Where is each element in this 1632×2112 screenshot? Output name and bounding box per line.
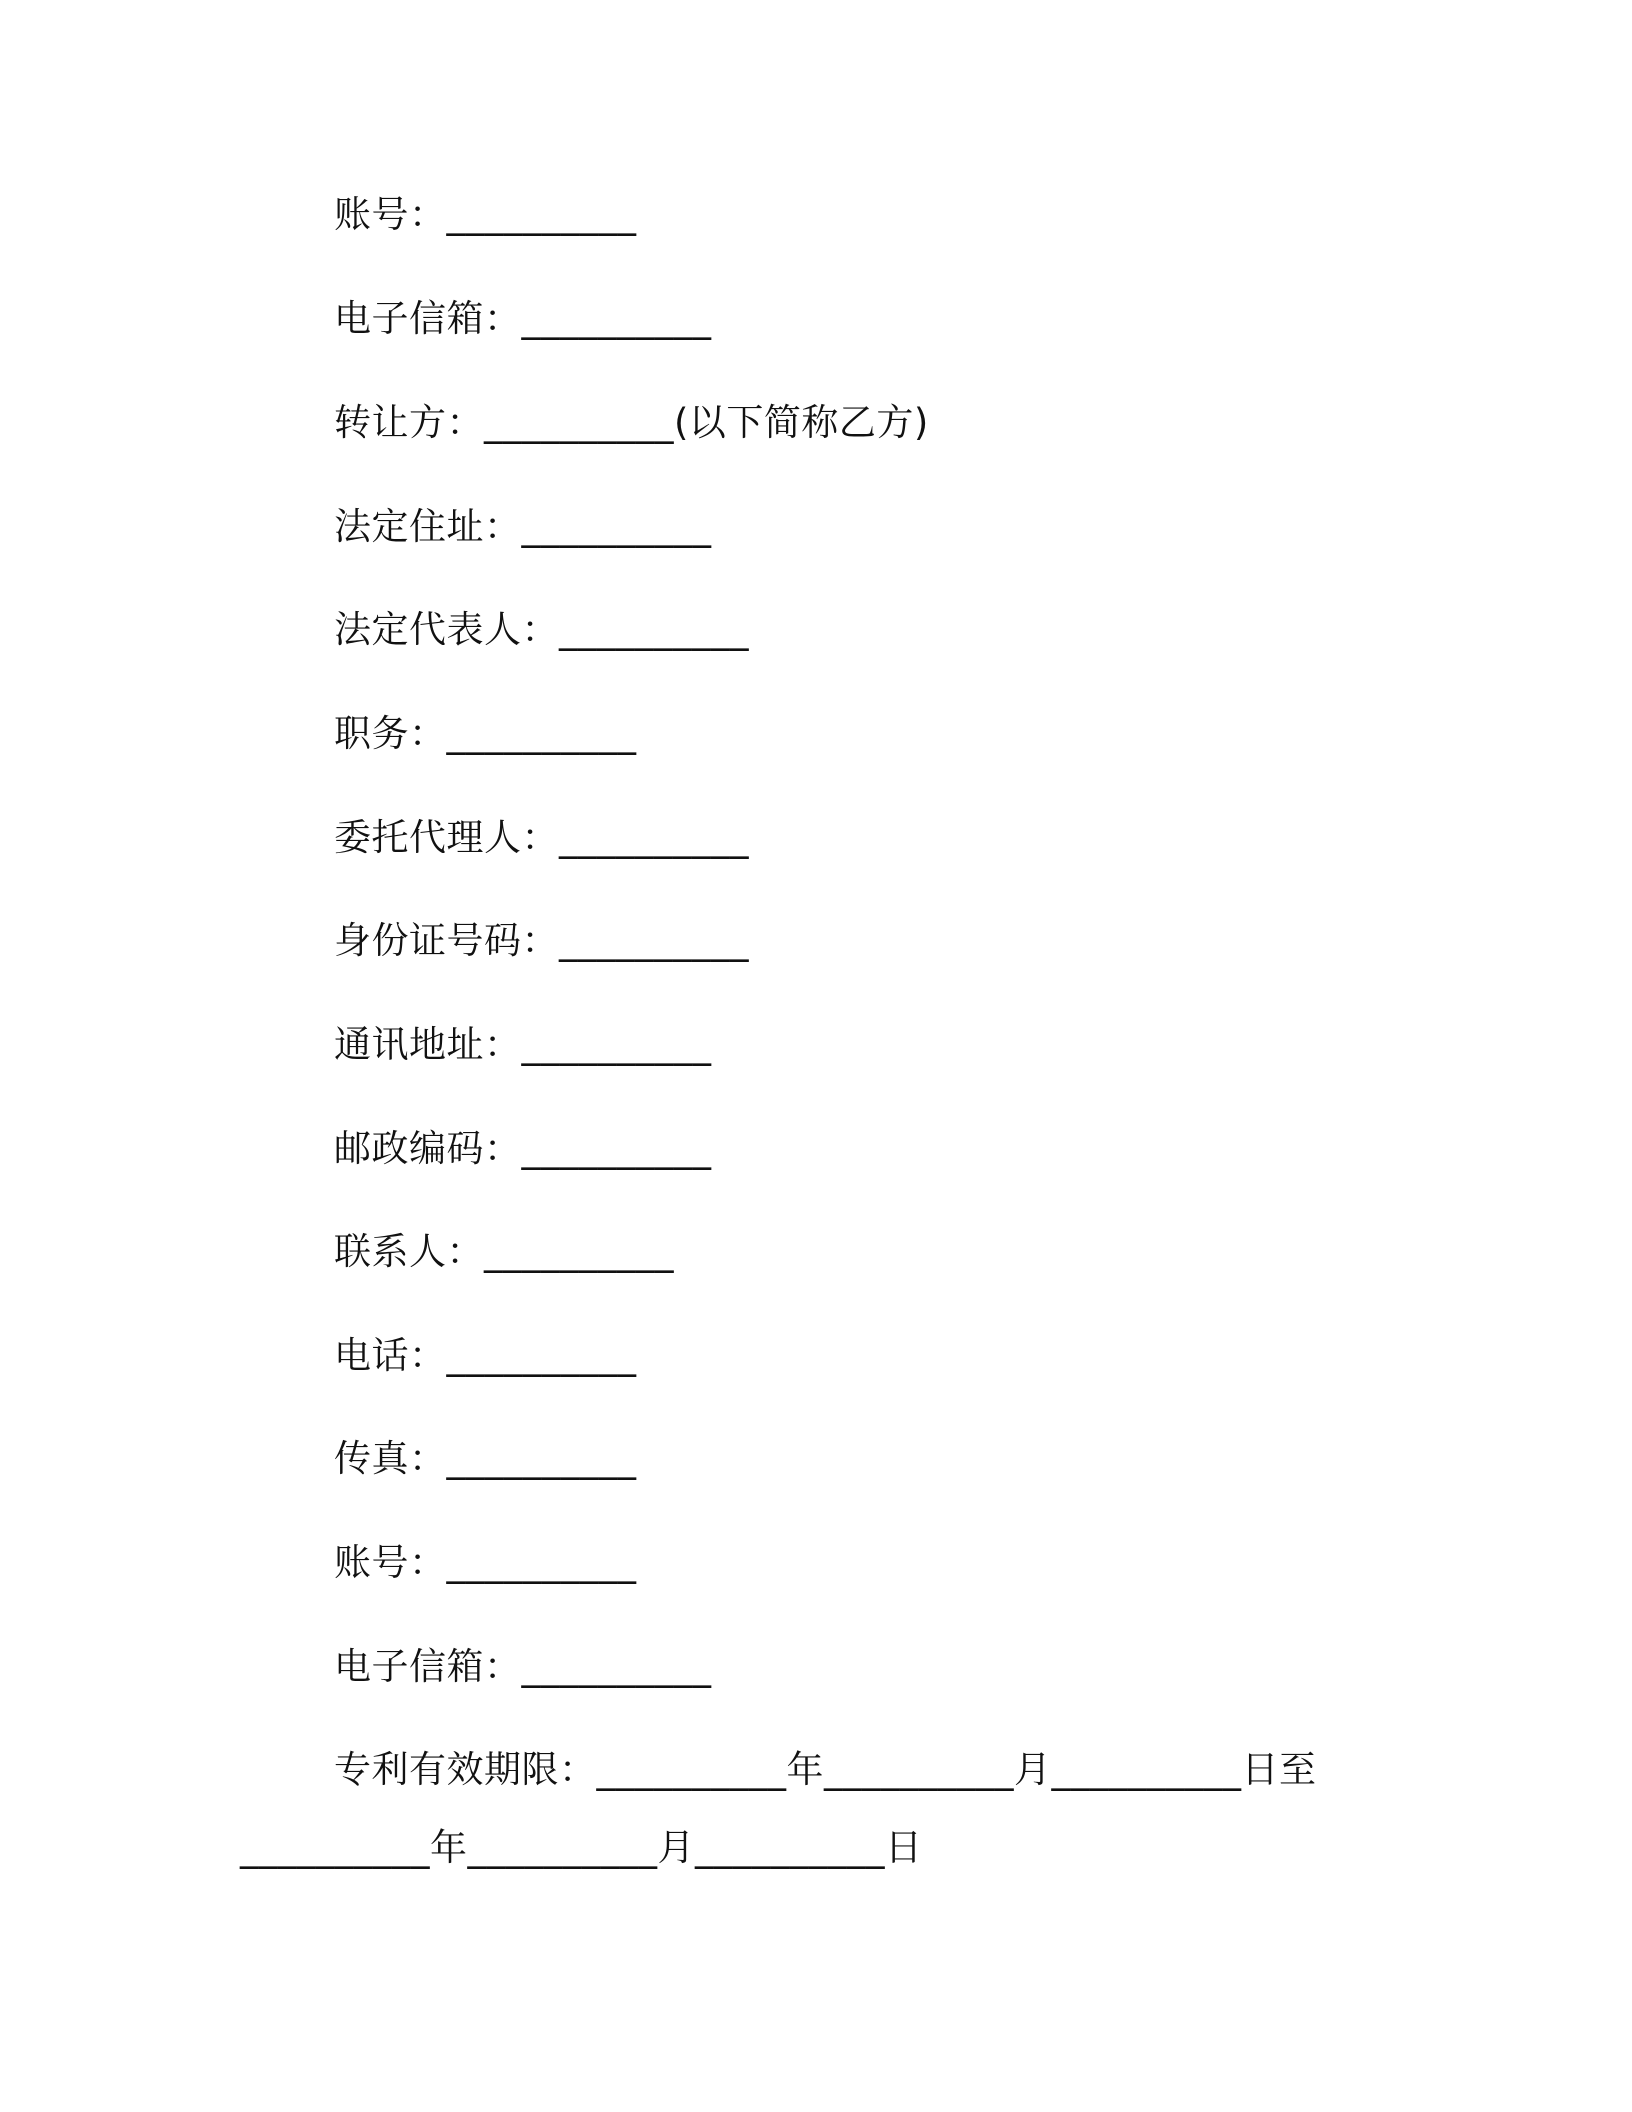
field-blank[interactable]: __________ — [446, 712, 637, 755]
field-label: 委托代理人： — [334, 816, 559, 859]
field-blank[interactable]: __________ — [446, 1437, 637, 1480]
field-position — [334, 709, 637, 759]
field-blank[interactable]: __________ — [484, 1230, 674, 1273]
field-label: 邮政编码： — [334, 1127, 522, 1170]
field-blank[interactable]: __________ — [521, 1127, 712, 1170]
field-label: 电子信箱： — [334, 1645, 522, 1688]
field-label: 身份证号码： — [334, 919, 559, 962]
year-unit: 年 — [430, 1826, 468, 1869]
field-label: 法定代表人： — [334, 608, 559, 651]
field-blank[interactable]: __________ — [521, 505, 712, 548]
field-blank[interactable]: __________ — [559, 816, 749, 859]
field-account-b — [334, 1538, 637, 1588]
start-year-blank[interactable]: __________ — [596, 1748, 787, 1791]
month-unit: 月 — [657, 1826, 695, 1869]
end-month-blank[interactable]: __________ — [467, 1826, 658, 1869]
field-email-a — [334, 294, 712, 344]
field-id-number — [334, 916, 749, 966]
field-blank[interactable]: __________ — [559, 919, 749, 962]
end-year-blank[interactable]: __________ — [240, 1826, 430, 1869]
field-suffix: (以下简称乙方) — [674, 401, 929, 444]
month-unit: 月 — [1014, 1748, 1052, 1791]
field-legal-representative — [334, 605, 749, 655]
field-legal-address — [334, 502, 712, 552]
field-label: 账号： — [334, 1541, 447, 1584]
field-blank[interactable]: __________ — [446, 1334, 637, 1377]
field-label: 职务： — [334, 712, 447, 755]
field-label: 账号： — [334, 193, 447, 236]
field-blank[interactable]: __________ — [484, 401, 674, 444]
validity-line-1 — [334, 1745, 1317, 1795]
field-phone — [334, 1331, 637, 1381]
field-label: 通讯地址： — [334, 1023, 522, 1066]
field-transferor — [334, 398, 929, 448]
field-account-a — [334, 190, 637, 240]
day-to-unit: 日至 — [1241, 1748, 1317, 1791]
field-label: 转让方： — [334, 401, 484, 444]
field-label: 联系人： — [334, 1230, 484, 1273]
validity-line-2 — [240, 1823, 923, 1873]
end-day-blank[interactable]: __________ — [695, 1826, 885, 1869]
field-blank[interactable]: __________ — [446, 1541, 637, 1584]
field-label: 电子信箱： — [334, 297, 522, 340]
field-label: 传真： — [334, 1437, 447, 1480]
field-label: 电话： — [334, 1334, 447, 1377]
day-unit: 日 — [885, 1826, 923, 1869]
field-blank[interactable]: __________ — [521, 297, 712, 340]
start-month-blank[interactable]: __________ — [824, 1748, 1014, 1791]
field-contact — [334, 1227, 674, 1277]
field-blank[interactable]: __________ — [521, 1023, 712, 1066]
year-unit: 年 — [786, 1748, 824, 1791]
field-blank[interactable]: __________ — [521, 1645, 712, 1688]
field-email-b — [334, 1642, 712, 1692]
field-blank[interactable]: __________ — [446, 193, 637, 236]
validity-label: 专利有效期限： — [334, 1748, 597, 1791]
field-label: 法定住址： — [334, 505, 522, 548]
start-day-blank[interactable]: __________ — [1051, 1748, 1242, 1791]
field-postal-code — [334, 1124, 712, 1174]
field-fax — [334, 1434, 637, 1484]
field-agent — [334, 813, 749, 863]
field-blank[interactable]: __________ — [559, 608, 749, 651]
field-mailing-address — [334, 1020, 712, 1070]
